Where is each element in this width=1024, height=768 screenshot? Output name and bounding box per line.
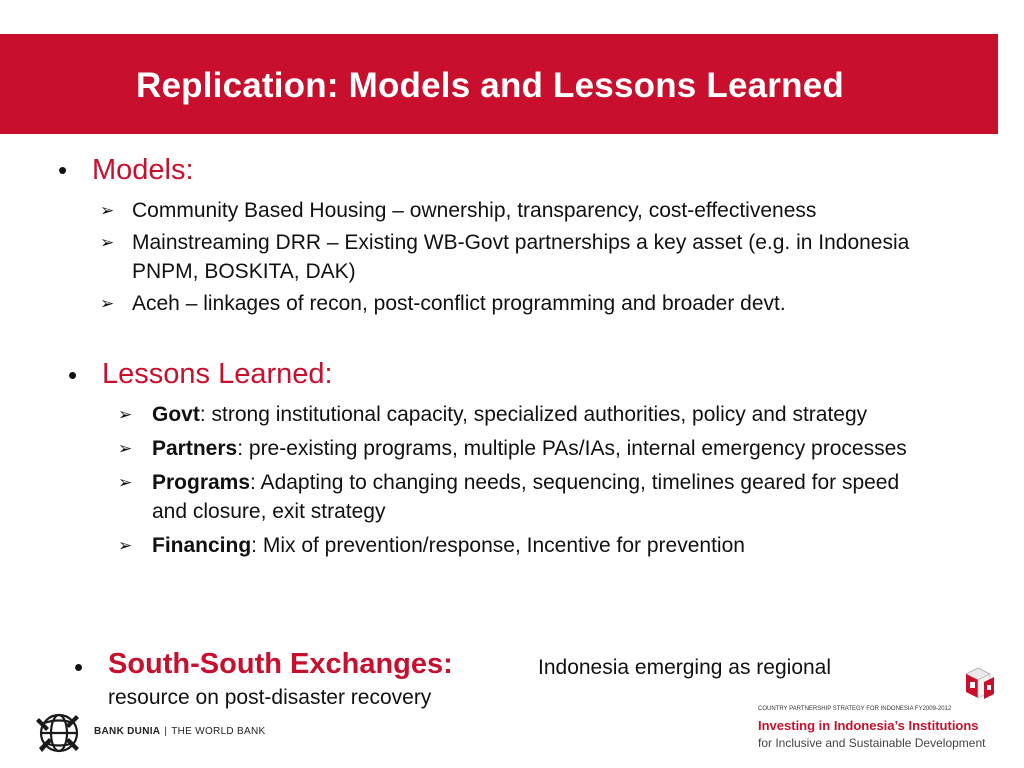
list-item — [118, 400, 938, 429]
lesson-text: : pre-existing programs, multiple PAs/IAs, internal emergency processes — [237, 437, 907, 460]
arrow-bullet-icon: ➢ — [118, 405, 133, 424]
south-description: Indonesia emerging as regional — [538, 656, 832, 679]
globe-grid-icon — [34, 708, 84, 758]
lessons-list — [118, 400, 938, 565]
list-item-text: Mainstreaming DRR – Existing WB-Govt partnerships a key asset (e.g. in Indonesia PNPM, BOSKITA, DAK) — [132, 231, 910, 283]
arrow-bullet-icon: ➢ — [100, 233, 115, 252]
south-heading: South-South Exchanges: — [108, 648, 453, 680]
arrow-bullet-icon: ➢ — [118, 439, 133, 458]
stacked-blocks-icon — [962, 664, 998, 704]
bank-name-english: THE WORLD BANK — [171, 726, 266, 737]
cps-caption: COUNTRY PARTNERSHIP STRATEGY FOR INDONESIA FY2009-2012 — [758, 706, 952, 712]
list-item — [118, 531, 938, 560]
list-item — [100, 196, 980, 225]
arrow-bullet-icon: ➢ — [100, 294, 115, 313]
bullet-icon: • — [58, 155, 68, 185]
lesson-text: : strong institutional capacity, specialized authorities, policy and strategy — [199, 403, 868, 426]
cps-subtitle: for Inclusive and Sustainable Development — [758, 736, 986, 750]
arrow-bullet-icon: ➢ — [100, 201, 115, 220]
lesson-text: : Mix of prevention/response, Incentive for prevention — [251, 534, 745, 557]
south-description-continued: resource on post-disaster recovery — [108, 686, 432, 709]
list-item — [100, 289, 980, 318]
list-item-text: Aceh – linkages of recon, post-conflict programming and broader devt. — [132, 292, 786, 315]
models-heading: Models: — [92, 154, 194, 186]
lesson-label: Partners — [152, 437, 238, 460]
arrow-bullet-icon: ➢ — [118, 536, 133, 555]
lesson-label: Financing — [152, 534, 252, 557]
lesson-text: : Adapting to changing needs, sequencing, timelines geared for speed and closure, exit strategy — [152, 471, 900, 523]
bullet-icon: • — [68, 360, 78, 390]
bank-separator: | — [164, 726, 168, 737]
lesson-label: Govt — [152, 403, 200, 426]
lessons-heading: Lessons Learned: — [102, 358, 333, 390]
arrow-bullet-icon: ➢ — [118, 473, 133, 492]
list-item — [118, 434, 938, 463]
list-item — [118, 468, 938, 526]
bullet-icon: • — [74, 652, 84, 682]
models-list — [100, 196, 980, 321]
cps-title: Investing in Indonesia’s Institutions — [758, 718, 979, 733]
list-item-text: Community Based Housing – ownership, transparency, cost-effectiveness — [132, 199, 817, 222]
slide-title: Replication: Models and Lessons Learned — [136, 66, 844, 105]
bank-name-indonesian: BANK DUNIA — [94, 726, 161, 737]
list-item — [100, 228, 980, 286]
lesson-label: Programs — [152, 471, 251, 494]
bank-name — [94, 726, 265, 737]
